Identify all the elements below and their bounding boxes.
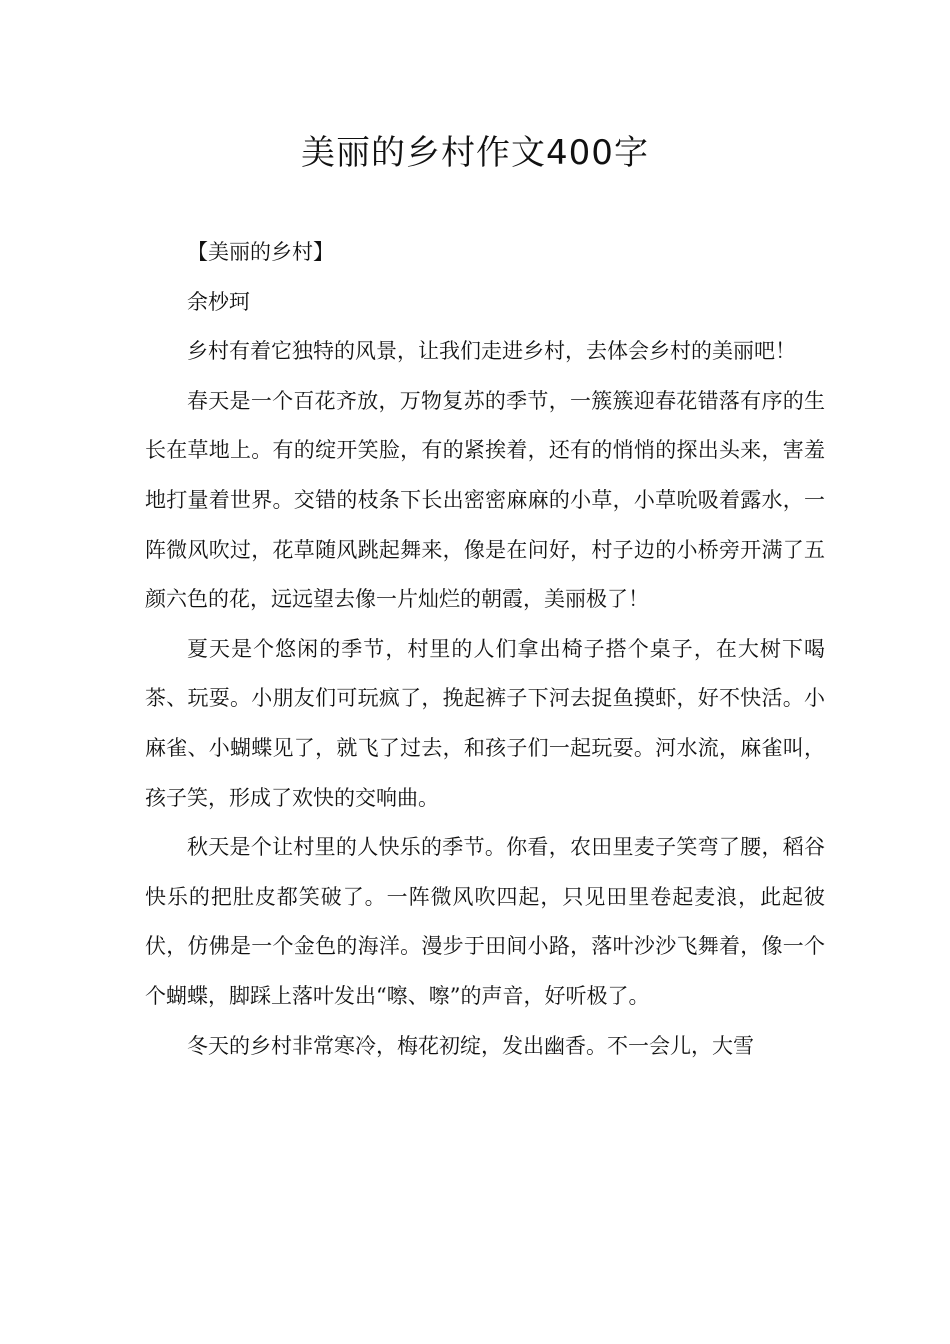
- paragraph-spring: 春天是一个百花齐放，万物复苏的季节，一簇簇迎春花错落有序的生长在草地上。有的绽开笑脸，有的紧挨着，还有的悄悄的探出头来，害羞地打量着世界。交错的枝条下长出密密麻麻的小草，小草吮吸着露水，一阵微风吹过，花草随风跳起舞来，像是在问好，村子边的小桥旁开满了五颜六色的花，远远望去像一片灿烂的朝霞，美丽极了！: [145, 388, 825, 612]
- document-body: [145, 228, 825, 1071]
- paragraph-intro: 乡村有着它独特的风景，让我们走进乡村，去体会乡村的美丽吧！: [187, 339, 796, 364]
- paragraph-autumn: 秋天是个让村里的人快乐的季节。你看，农田里麦子笑弯了腰，稻谷快乐的把肚皮都笑破了。一阵微风吹四起，只见田里卷起麦浪，此起彼伏，仿佛是一个金色的海洋。漫步于田间小路，落叶沙沙飞舞着，像一个个蝴蝶，脚踩上落叶发出“嚓、嚓”的声音，好听极了。: [145, 835, 825, 1008]
- paragraph-summer: 夏天是个悠闲的季节，村里的人们拿出椅子搭个桌子，在大树下喝茶、玩耍。小朋友们可玩疯了，挽起裤子下河去捉鱼摸虾，好不快活。小麻雀、小蝴蝶见了，就飞了过去，和孩子们一起玩耍。河水流，麻雀叫，孩子笑，形成了欢快的交响曲。: [145, 636, 825, 810]
- paragraph-winter: 冬天的乡村非常寒冷，梅花初绽，发出幽香。不一会儿，大雪: [187, 1033, 754, 1058]
- section-heading: 【美丽的乡村】: [187, 240, 334, 264]
- document-title: 美丽的乡村作文400字: [301, 133, 649, 173]
- author-name: 余杪珂: [187, 289, 250, 314]
